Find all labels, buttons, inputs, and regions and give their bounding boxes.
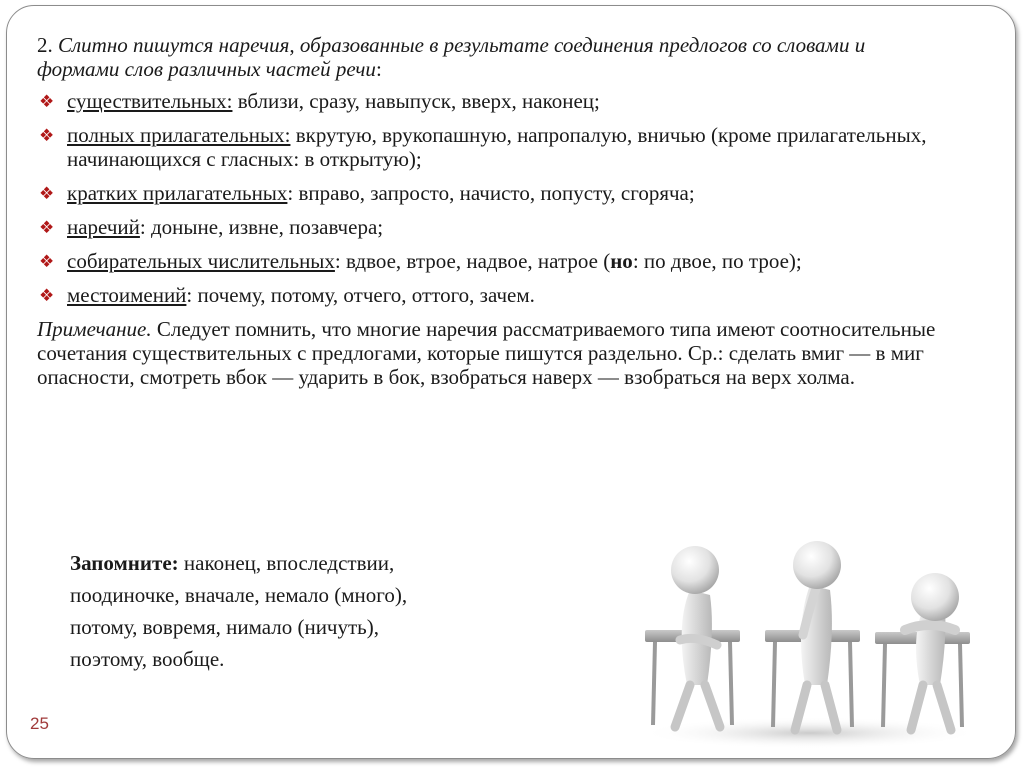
item-term: наречий (67, 215, 140, 239)
diamond-bullet-icon: ❖ (39, 184, 55, 203)
item-examples: : вправо, запросто, начисто, попусту, сгоряча; (287, 181, 695, 205)
note-label: Примечание. (37, 317, 152, 341)
diamond-bullet-icon: ❖ (39, 126, 55, 145)
item-term: кратких прилагательных (67, 181, 288, 205)
page-number: 25 (30, 714, 49, 733)
diamond-bullet-icon: ❖ (39, 286, 55, 305)
diamond-bullet-icon: ❖ (39, 218, 55, 237)
rule-colon: : (375, 57, 382, 81)
item-bold-word: но (610, 249, 633, 273)
list-item (37, 249, 937, 273)
list-item (37, 181, 937, 205)
item-examples: : доныне, извне, позавчера; (139, 215, 384, 239)
rule-list (37, 89, 937, 307)
remember-label: Запомните: (70, 551, 179, 575)
remember-line: потому, вовремя, нимало (ничуть), (70, 615, 379, 639)
slide-content (37, 33, 937, 389)
item-term: полных прилагательных: (67, 123, 291, 147)
list-item (37, 215, 937, 239)
figure-right (875, 573, 970, 730)
remember-line (70, 547, 590, 579)
item-examples: вблизи, сразу, навыпуск, вверх, наконец; (232, 89, 600, 113)
figure-left (645, 546, 740, 727)
rule-heading (37, 33, 937, 81)
item-examples: вкрутую, врукопашную, напропалую, вничью (кроме прилагательных, начинающихся с гласных: в открытую); (67, 123, 927, 171)
list-item (37, 123, 937, 171)
item-term: местоимений (67, 283, 187, 307)
note-text: Следует помнить, что многие наречия рассматриваемого типа имеют соотносительные сочетания существительных с предлогами, которые пишутся раздельно. Ср.: сделать вмиг — в миг опасности, смотреть вбок — ударить в бок, взобраться наверх — взобраться на верх холма. (37, 317, 936, 389)
item-term: существительных: (67, 89, 233, 113)
remember-line: поодиночке, вначале, немало (много), (70, 583, 408, 607)
diamond-bullet-icon: ❖ (39, 92, 55, 111)
rule-text: Слитно пишутся наречия, образованные в результате соединения предлогов со словами и формами слов различных частей речи (37, 33, 866, 81)
remember-block (70, 547, 590, 675)
list-item (37, 283, 937, 307)
item-term: собирательных числительных (67, 249, 335, 273)
item-examples-cont: : по двое, по трое); (632, 249, 802, 273)
list-item (37, 89, 937, 113)
note-paragraph (37, 317, 937, 389)
item-examples: : вдвое, втрое, надвое, натрое ( (334, 249, 611, 273)
rule-number: 2. (37, 33, 53, 57)
diamond-bullet-icon: ❖ (39, 252, 55, 271)
three-figures-at-desks-illustration (635, 535, 985, 750)
remember-line: поэтому, вообще. (70, 647, 225, 671)
figure-middle (765, 541, 860, 730)
item-examples: : почему, потому, отчего, оттого, зачем. (186, 283, 535, 307)
remember-text: наконец, впоследствии, (178, 551, 395, 575)
